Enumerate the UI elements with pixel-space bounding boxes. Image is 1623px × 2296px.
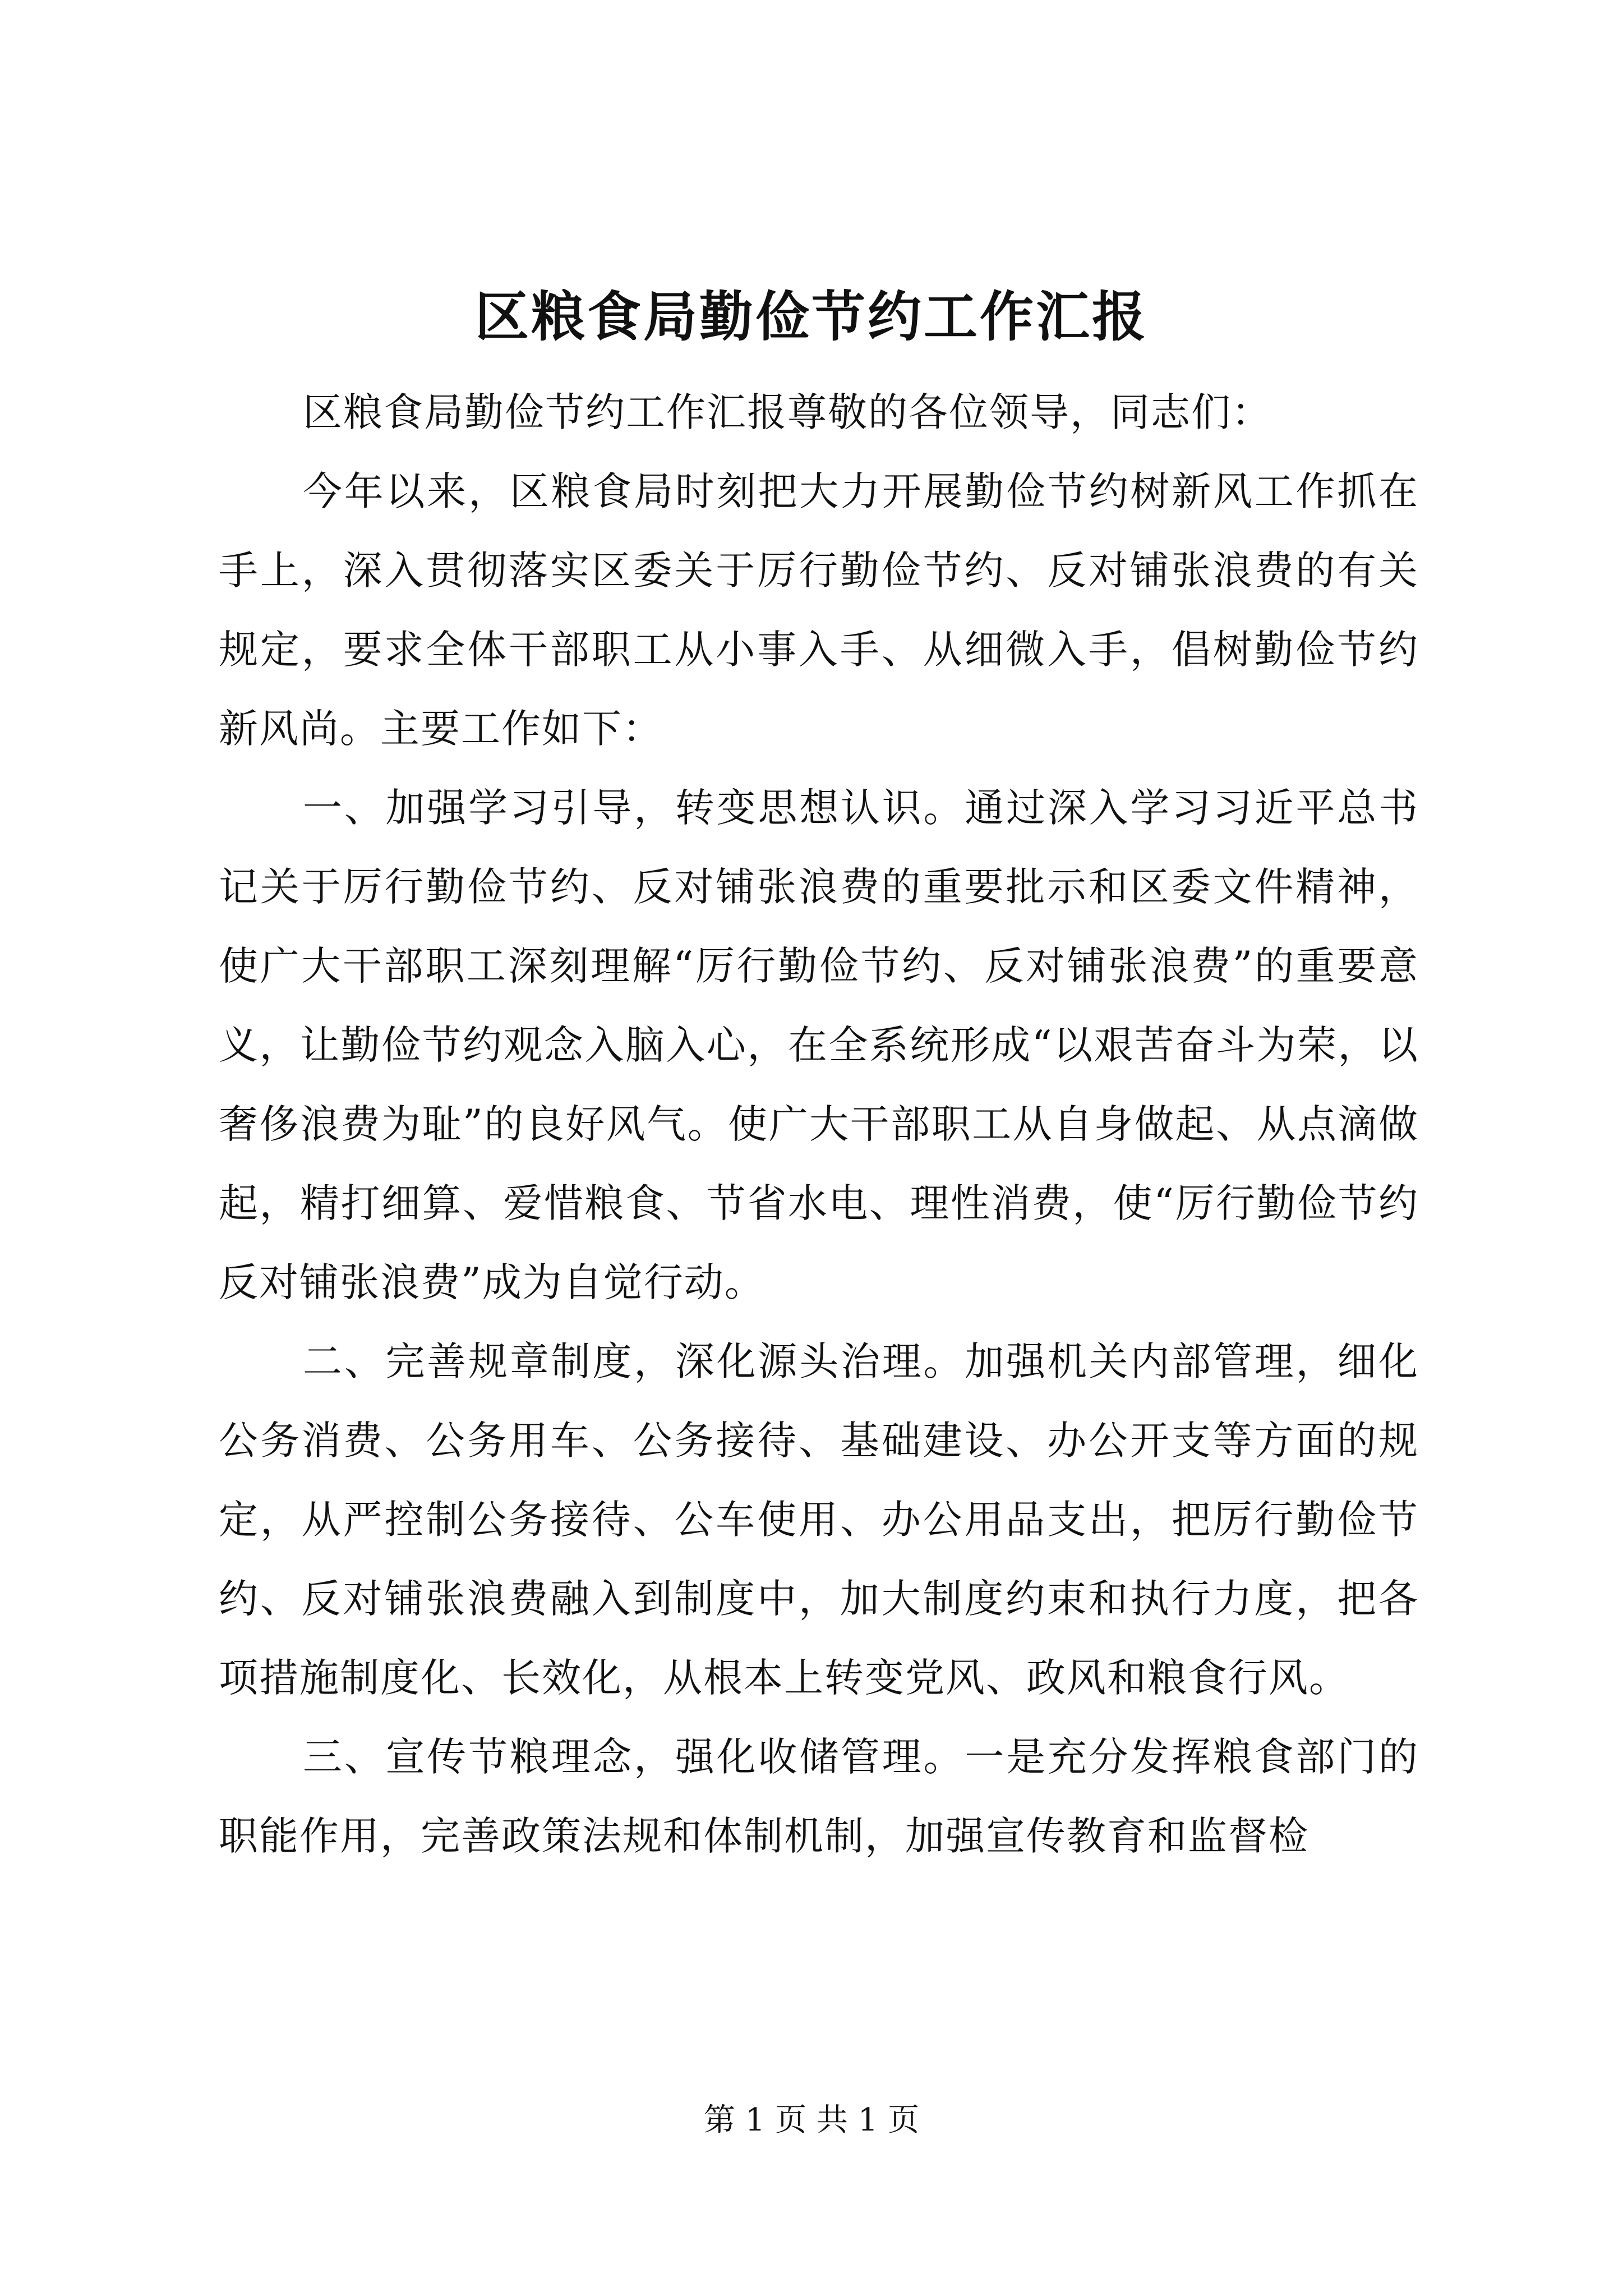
page-number-footer: 第 1 页 共 1 页 bbox=[703, 2102, 920, 2138]
paragraph-section-2: 二、完善规章制度，深化源头治理。加强机关内部管理，细化公务消费、公务用车、公务接待、基础建设、办公开支等方面的规定，从严控制公务接待、公车使用、办公用品支出，把厉行勤俭节约、反对铺张浪费融入到制度中，加大制度约束和执行力度，把各项措施制度化、长效化，从根本上转变党风、政风和粮食行风。 bbox=[219, 1338, 1419, 1701]
paragraph-section-1: 一、加强学习引导，转变思想认识。通过深入学习习近平总书记关于厉行勤俭节约、反对铺张浪费的重要批示和区委文件精神，使广大干部职工深刻理解“厉行勤俭节约、反对铺张浪费”的重要意义，让勤俭节约观念入脑入心，在全系统形成“以艰苦奋斗为荣，以奢侈浪费为耻”的良好风气。使广大干部职工从自身做起、从点滴做起，精打细算、爱惜粮食、节省水电、理性消费，使“厉行勤俭节约反对铺张浪费”成为自觉行动。 bbox=[219, 785, 1419, 1305]
document-title: 区粮食局勤俭节约工作汇报 bbox=[475, 285, 1148, 348]
paragraph-salutation: 区粮食局勤俭节约工作汇报尊敬的各位领导，同志们： bbox=[303, 389, 1272, 435]
paragraph-section-3: 三、宣传节粮理念，强化收储管理。一是充分发挥粮食部门的职能作用，完善政策法规和体制机制，加强宣传教育和监督检 bbox=[219, 1734, 1419, 1859]
paragraph-intro: 今年以来，区粮食局时刻把大力开展勤俭节约树新风工作抓在手上，深入贯彻落实区委关于厉行勤俭节约、反对铺张浪费的有关规定，要求全体干部职工从小事入手、从细微入手，倡树勤俭节约新风尚。主要工作如下： bbox=[219, 468, 1419, 752]
document-body bbox=[219, 373, 1419, 1876]
